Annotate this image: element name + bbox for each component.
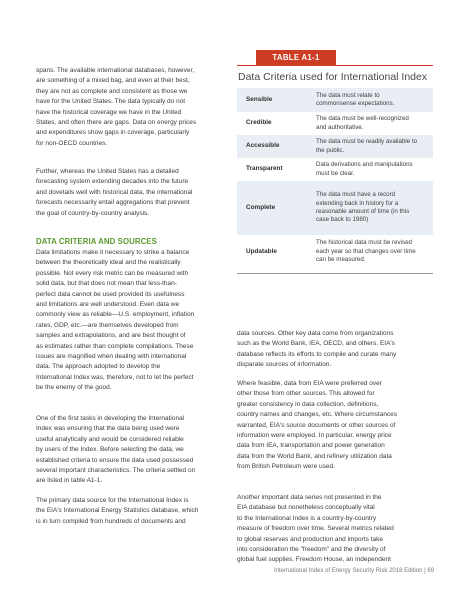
body-paragraph: One of the first tasks in developing the International Index was ensuring that the data being used were useful analytically and would be considered reliable by users of the Index. Before selecting the data, we established criteria to ensure the data used possessed several important characteristics. The criteria settled on are listed in table A1-1. bbox=[36, 415, 196, 485]
table-row bbox=[237, 88, 433, 112]
table-row bbox=[237, 235, 433, 269]
body-paragraph: Where feasible, data from EIA were preferred over other those from other sources. This allowed for greater consistency in data collection, definitions, country names and changes, etc. Where circumstances warranted, EIA's source documents or other sources of information were employed. In particular, energy price data from IEA, transportation and power generation data from the World Bank, and refinery utilization data from British Petroleum were used. bbox=[237, 380, 398, 471]
criterion-name: Credible bbox=[246, 119, 272, 127]
body-paragraph: spans. The available international databases, however, are something of a mixed bag, and even at their best, they are not as complete and consistent as those we have for the United States. The data typically do not have the historical coverage we have in the United States, and often there are gaps. Data on energy prices and expenditures show gaps in coverage, particularly for non-OECD countries. bbox=[36, 67, 197, 147]
body-paragraph: data sources. Other key data come from organizations such as the World Bank, IEA, OECD, and others. EIA's database reflects its efforts to compile and curate many disparate sources of information. bbox=[237, 330, 397, 369]
table-row bbox=[237, 112, 433, 135]
table-row bbox=[237, 181, 433, 235]
section-heading: DATA CRITERIA AND SOURCES bbox=[36, 237, 157, 246]
table-row bbox=[237, 158, 433, 181]
criterion-description: The data must relate to commonsense expectations. bbox=[310, 88, 433, 112]
criterion-name: Updatable bbox=[246, 247, 277, 255]
body-paragraph: Another important data series not presented in the EIA database but nonetheless conceptually vital to the International Index is a country-by-country measure of freedom over time. Several metrics related to global reserves and production and imports take into consideration the "freedom" and the diversity of global fuel supplies. Freedom House, an independent bbox=[237, 494, 394, 564]
table-row bbox=[237, 135, 433, 158]
table-title: Data Criteria used for International Index bbox=[238, 71, 428, 83]
criterion-name: Accessible bbox=[237, 135, 310, 158]
criterion-description: The data must have a record extending back in history for a reasonable amount of time (in this case back to 1980) bbox=[310, 181, 433, 235]
criterion-name: Complete bbox=[237, 181, 310, 235]
table-top-rule bbox=[237, 65, 433, 66]
criterion-description: The data must be well-recognized and authoritative. bbox=[316, 115, 409, 131]
body-paragraph: The primary data source for the International Index is the EIA's International Energy Statistics database, which is in turn compiled from hundreds of documents and bbox=[36, 497, 199, 525]
criterion-description: The data must be readily available to the public. bbox=[310, 135, 433, 158]
criterion-description: The historical data must be revised each year so that changes over time can be measured. bbox=[316, 239, 416, 264]
table-label-tab: TABLE A1-1 bbox=[256, 50, 336, 65]
criterion-name: Sensible bbox=[237, 88, 310, 112]
page-footer: International Index of Energy Security Risk 2018 Edition | 69 bbox=[274, 568, 434, 574]
body-paragraph: Data limitations make it necessary to strike a balance between the theoretically ideal and the realistically possible. Not every risk metric can be measured with solid data, but that does not mean that less-than- perfect data cannot be used provided its usefulness and limitations are well understood. Even data we commonly view as reliable—U.S. employment, inflation rates, GDP, etc.—are themselves developed from samples and extrapolations, and are best thought of as estimates rather than complete compilations. These issues are magnified when dealing with international data. The approach adopted to develop the International Index was, therefore, not to let the perfect be the enemy of the good. bbox=[36, 249, 195, 392]
criteria-table bbox=[237, 88, 433, 269]
body-paragraph: Further, whereas the United States has a detailed forecasting system extending decades into the future and dovetails well with historical data, the international forecasts necessarily entail aggregations that prevent the goal of country-by-country analysis. bbox=[36, 168, 193, 217]
table-bottom-rule bbox=[237, 273, 433, 274]
criterion-name: Transparent bbox=[246, 165, 283, 173]
criterion-description: Data derivations and manipulations must be clear. bbox=[316, 161, 413, 177]
